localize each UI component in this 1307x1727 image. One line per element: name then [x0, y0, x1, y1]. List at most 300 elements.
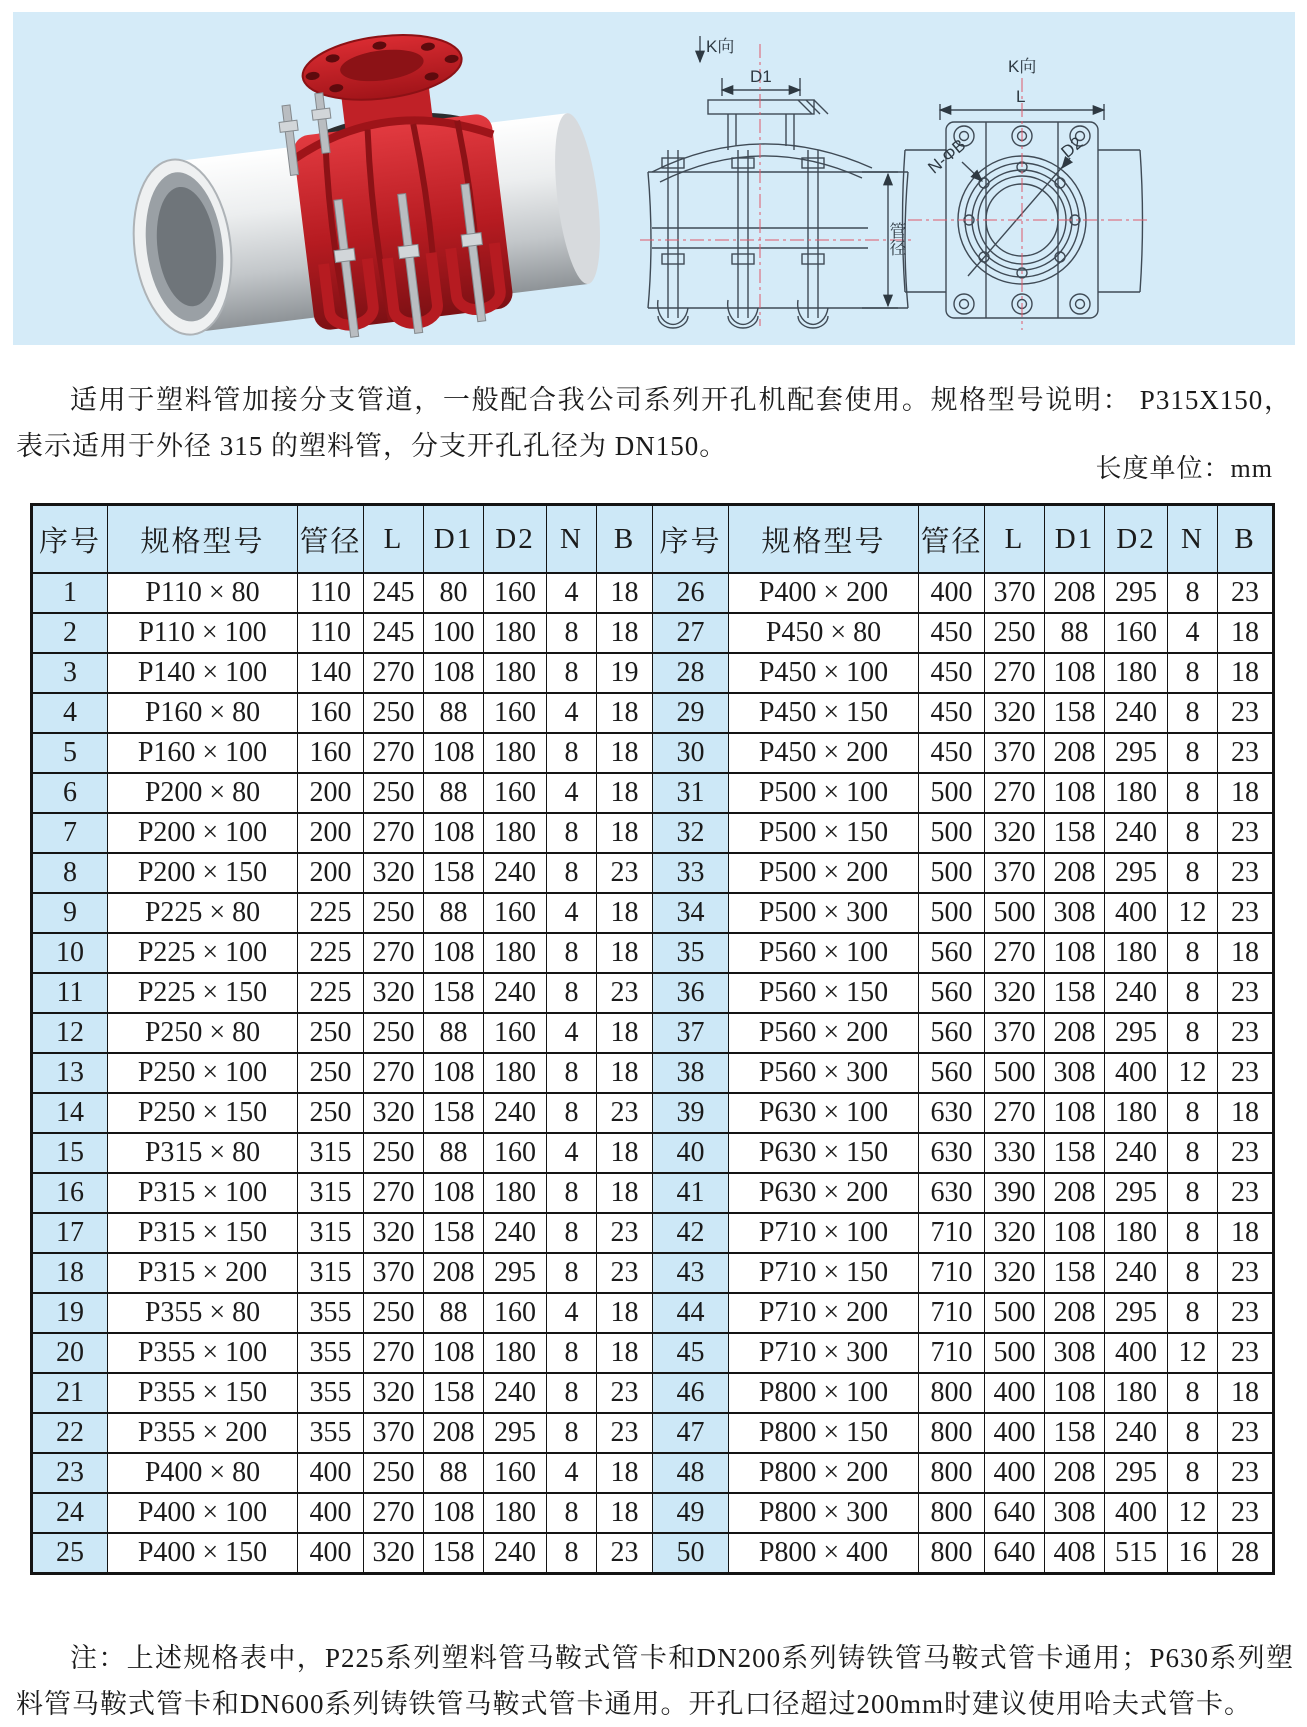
cell-value: P110 × 80	[108, 573, 298, 613]
cell-value: 370	[364, 1253, 424, 1293]
cell-value: 18	[597, 1453, 653, 1493]
cell-value: 295	[484, 1413, 547, 1453]
cell-value: 18	[597, 933, 653, 973]
cell-value: 18	[597, 893, 653, 933]
cell-value: 270	[364, 1173, 424, 1213]
cell-value: 88	[424, 1293, 484, 1333]
cell-value: 400	[1105, 1053, 1168, 1093]
cell-value: 8	[547, 1173, 597, 1213]
cell-serial: 9	[32, 893, 108, 933]
table-row	[32, 1413, 1274, 1453]
cell-value: 4	[1168, 613, 1218, 653]
intro-paragraph: 适用于塑料管加接分支管道，一般配合我公司系列开孔机配套使用。规格型号说明： P315X150，表示适用于外径 315 的塑料管，分支开孔孔径为 DN150。	[16, 385, 1292, 461]
cell-value: 250	[298, 1053, 364, 1093]
cell-value: 710	[919, 1253, 985, 1293]
cell-value: 400	[919, 573, 985, 613]
cell-value: 8	[1168, 653, 1218, 693]
cell-value: 108	[1045, 1213, 1105, 1253]
cell-value: 8	[547, 653, 597, 693]
cell-value: 18	[1218, 1093, 1274, 1133]
cell-value: 390	[985, 1173, 1045, 1213]
cell-serial: 17	[32, 1213, 108, 1253]
cell-serial: 33	[653, 853, 729, 893]
side-d1-label: D1	[750, 67, 772, 86]
col-header-8: 序号	[653, 505, 729, 574]
cell-value: 320	[364, 973, 424, 1013]
cell-serial: 5	[32, 733, 108, 773]
cell-value: 18	[597, 1293, 653, 1333]
cell-serial: 41	[653, 1173, 729, 1213]
cell-value: 158	[424, 973, 484, 1013]
cell-value: 270	[364, 733, 424, 773]
cell-value: 8	[1168, 1253, 1218, 1293]
cell-value: 8	[547, 613, 597, 653]
cell-value: 400	[1105, 1333, 1168, 1373]
col-header-7: B	[597, 505, 653, 574]
cell-value: 295	[1105, 1453, 1168, 1493]
cell-value: 500	[985, 1053, 1045, 1093]
cell-value: 4	[547, 1293, 597, 1333]
table-row	[32, 1333, 1274, 1373]
cell-value: 800	[919, 1493, 985, 1533]
cell-value: P225 × 150	[108, 973, 298, 1013]
cell-value: 245	[364, 573, 424, 613]
cell-value: 108	[1045, 1093, 1105, 1133]
cell-value: 8	[547, 1373, 597, 1413]
cell-value: 560	[919, 1013, 985, 1053]
cell-value: 250	[298, 1013, 364, 1053]
cell-serial: 26	[653, 573, 729, 613]
cell-value: 160	[484, 1013, 547, 1053]
table-row	[32, 813, 1274, 853]
cell-value: 400	[298, 1533, 364, 1574]
cell-value: 23	[597, 1253, 653, 1293]
cell-value: 108	[1045, 1373, 1105, 1413]
cell-value: 355	[298, 1293, 364, 1333]
cell-serial: 32	[653, 813, 729, 853]
cell-serial: 50	[653, 1533, 729, 1574]
cell-value: P450 × 150	[729, 693, 919, 733]
cell-value: 800	[919, 1533, 985, 1574]
cell-value: P500 × 150	[729, 813, 919, 853]
cell-value: P400 × 80	[108, 1453, 298, 1493]
cell-serial: 27	[653, 613, 729, 653]
cell-value: 160	[1105, 613, 1168, 653]
cell-value: 225	[298, 933, 364, 973]
cell-value: 8	[547, 733, 597, 773]
cell-value: 180	[1105, 653, 1168, 693]
cell-value: 8	[547, 1093, 597, 1133]
cell-value: 18	[597, 773, 653, 813]
cell-value: 158	[424, 1373, 484, 1413]
cell-value: 160	[484, 1453, 547, 1493]
cell-value: 12	[1168, 1333, 1218, 1373]
end-l-label: L	[1016, 87, 1026, 106]
cell-value: P630 × 100	[729, 1093, 919, 1133]
cell-value: 450	[919, 613, 985, 653]
cell-serial: 19	[32, 1293, 108, 1333]
cell-value: 400	[1105, 893, 1168, 933]
cell-serial: 36	[653, 973, 729, 1013]
cell-value: P560 × 200	[729, 1013, 919, 1053]
cell-value: 315	[298, 1133, 364, 1173]
footer-note: 注：上述规格表中，P225系列塑料管马鞍式管卡和DN200系列铸铁管马鞍式管卡通用；P630系列塑料管马鞍式管卡和DN600系列铸铁管马鞍式管卡通用。开孔口径超过200mm时建议使用哈夫式管卡。	[16, 1643, 1294, 1719]
cell-value: 450	[919, 733, 985, 773]
table-row	[32, 1493, 1274, 1533]
cell-value: 18	[597, 1133, 653, 1173]
cell-value: 500	[985, 893, 1045, 933]
cell-value: 370	[364, 1413, 424, 1453]
cell-value: 158	[424, 1533, 484, 1574]
cell-value: 245	[364, 613, 424, 653]
cell-value: 8	[1168, 733, 1218, 773]
cell-serial: 38	[653, 1053, 729, 1093]
cell-value: 12	[1168, 893, 1218, 933]
cell-value: P800 × 100	[729, 1373, 919, 1413]
cell-value: 270	[985, 653, 1045, 693]
cell-value: 110	[298, 613, 364, 653]
cell-value: P500 × 200	[729, 853, 919, 893]
cell-value: 180	[484, 1053, 547, 1093]
cell-value: 8	[1168, 1133, 1218, 1173]
cell-value: 18	[597, 573, 653, 613]
cell-value: 200	[298, 813, 364, 853]
cell-value: 8	[1168, 1453, 1218, 1493]
cell-value: 515	[1105, 1533, 1168, 1574]
cell-value: 800	[919, 1373, 985, 1413]
cell-value: 180	[1105, 773, 1168, 813]
cell-value: 158	[1045, 1133, 1105, 1173]
cell-serial: 20	[32, 1333, 108, 1373]
cell-value: 23	[1218, 853, 1274, 893]
cell-value: P200 × 100	[108, 813, 298, 853]
cell-serial: 35	[653, 933, 729, 973]
cell-serial: 45	[653, 1333, 729, 1373]
cell-value: 4	[547, 1013, 597, 1053]
cell-value: P630 × 150	[729, 1133, 919, 1173]
cell-value: P710 × 150	[729, 1253, 919, 1293]
cell-value: P400 × 200	[729, 573, 919, 613]
cell-value: P110 × 100	[108, 613, 298, 653]
cell-value: 8	[1168, 693, 1218, 733]
cell-value: 180	[484, 613, 547, 653]
cell-value: 500	[919, 853, 985, 893]
cell-value: 160	[484, 1293, 547, 1333]
cell-value: P355 × 150	[108, 1373, 298, 1413]
cell-value: P710 × 100	[729, 1213, 919, 1253]
cell-value: 355	[298, 1373, 364, 1413]
cell-value: 23	[1218, 1173, 1274, 1213]
cell-value: 8	[547, 1253, 597, 1293]
cell-serial: 1	[32, 573, 108, 613]
col-header-6: N	[547, 505, 597, 574]
table-row	[32, 1093, 1274, 1133]
side-k-direction-label: K向	[706, 37, 735, 56]
cell-value: 8	[1168, 1213, 1218, 1253]
table-row	[32, 573, 1274, 613]
cell-serial: 10	[32, 933, 108, 973]
cell-value: P200 × 150	[108, 853, 298, 893]
cell-serial: 46	[653, 1373, 729, 1413]
cell-value: 630	[919, 1093, 985, 1133]
cell-value: 4	[547, 693, 597, 733]
cell-serial: 23	[32, 1453, 108, 1493]
cell-value: P160 × 100	[108, 733, 298, 773]
spec-table-header-row	[32, 505, 1274, 574]
cell-value: 240	[484, 853, 547, 893]
cell-value: 23	[1218, 973, 1274, 1013]
cell-value: 110	[298, 573, 364, 613]
cell-value: 208	[1045, 733, 1105, 773]
cell-serial: 22	[32, 1413, 108, 1453]
cell-value: 640	[985, 1533, 1045, 1574]
cell-value: 240	[1105, 813, 1168, 853]
table-row	[32, 1213, 1274, 1253]
cell-value: 400	[985, 1373, 1045, 1413]
cell-value: 108	[1045, 653, 1105, 693]
cell-value: 88	[1045, 613, 1105, 653]
cell-value: 160	[484, 573, 547, 613]
cell-value: 8	[1168, 1413, 1218, 1453]
cell-value: 4	[547, 773, 597, 813]
cell-value: P500 × 100	[729, 773, 919, 813]
cell-value: 140	[298, 653, 364, 693]
cell-value: 250	[364, 1013, 424, 1053]
cell-value: P200 × 80	[108, 773, 298, 813]
cell-value: 18	[1218, 933, 1274, 973]
cell-value: 23	[597, 1533, 653, 1574]
cell-value: 295	[1105, 733, 1168, 773]
cell-value: 8	[1168, 1373, 1218, 1413]
cell-value: 240	[484, 1093, 547, 1133]
table-row	[32, 1253, 1274, 1293]
cell-value: 200	[298, 773, 364, 813]
cell-value: 18	[597, 1333, 653, 1373]
cell-value: 160	[298, 733, 364, 773]
cell-value: 270	[985, 933, 1045, 973]
cell-serial: 21	[32, 1373, 108, 1413]
table-row	[32, 693, 1274, 733]
cell-value: P400 × 150	[108, 1533, 298, 1574]
cell-value: 108	[424, 933, 484, 973]
cell-value: 88	[424, 1453, 484, 1493]
cell-value: 270	[364, 653, 424, 693]
cell-value: 23	[1218, 733, 1274, 773]
cell-value: 158	[424, 1093, 484, 1133]
cell-value: P450 × 80	[729, 613, 919, 653]
table-row	[32, 933, 1274, 973]
cell-value: P355 × 80	[108, 1293, 298, 1333]
cell-value: 18	[597, 813, 653, 853]
cell-value: 240	[1105, 1413, 1168, 1453]
cell-value: 8	[1168, 933, 1218, 973]
cell-value: 8	[1168, 573, 1218, 613]
cell-serial: 31	[653, 773, 729, 813]
table-row	[32, 1453, 1274, 1493]
cell-serial: 6	[32, 773, 108, 813]
cell-value: 158	[1045, 813, 1105, 853]
cell-value: 108	[1045, 773, 1105, 813]
table-row	[32, 1293, 1274, 1333]
table-row	[32, 973, 1274, 1013]
cell-value: 640	[985, 1493, 1045, 1533]
cell-value: 16	[1168, 1533, 1218, 1574]
cell-value: 500	[985, 1333, 1045, 1373]
cell-value: 710	[919, 1213, 985, 1253]
cell-value: 208	[1045, 1173, 1105, 1213]
cell-value: 108	[1045, 933, 1105, 973]
cell-value: 320	[985, 1213, 1045, 1253]
cell-serial: 24	[32, 1493, 108, 1533]
cell-value: 4	[547, 573, 597, 613]
cell-value: P800 × 300	[729, 1493, 919, 1533]
cell-value: 320	[985, 813, 1045, 853]
cell-value: 8	[547, 813, 597, 853]
cell-value: 8	[1168, 853, 1218, 893]
cell-value: 308	[1045, 1333, 1105, 1373]
cell-value: 295	[1105, 1293, 1168, 1333]
cell-value: P315 × 200	[108, 1253, 298, 1293]
cell-value: P560 × 100	[729, 933, 919, 973]
cell-value: P710 × 300	[729, 1333, 919, 1373]
cell-value: 500	[985, 1293, 1045, 1333]
cell-value: 12	[1168, 1053, 1218, 1093]
cell-value: 370	[985, 853, 1045, 893]
cell-value: P355 × 100	[108, 1333, 298, 1373]
col-header-3: L	[364, 505, 424, 574]
cell-serial: 44	[653, 1293, 729, 1333]
cell-value: 250	[364, 693, 424, 733]
illustration-svg	[13, 12, 1295, 345]
cell-serial: 12	[32, 1013, 108, 1053]
cell-value: P560 × 300	[729, 1053, 919, 1093]
cell-value: P800 × 400	[729, 1533, 919, 1574]
cell-serial: 37	[653, 1013, 729, 1053]
cell-value: 270	[364, 1053, 424, 1093]
cell-value: 370	[985, 1013, 1045, 1053]
cell-value: 8	[1168, 1293, 1218, 1333]
col-header-5: D2	[484, 505, 547, 574]
cell-value: 180	[484, 1173, 547, 1213]
cell-value: 240	[1105, 1133, 1168, 1173]
cell-value: 560	[919, 1053, 985, 1093]
cell-value: 18	[597, 733, 653, 773]
cell-value: 23	[1218, 693, 1274, 733]
cell-value: 8	[547, 1333, 597, 1373]
cell-value: 4	[547, 1133, 597, 1173]
cell-value: 560	[919, 973, 985, 1013]
cell-value: 408	[1045, 1533, 1105, 1574]
cell-value: 208	[424, 1253, 484, 1293]
cell-serial: 43	[653, 1253, 729, 1293]
spec-table-body	[32, 573, 1274, 1574]
cell-value: 23	[1218, 1493, 1274, 1533]
col-header-14: N	[1168, 505, 1218, 574]
cell-value: 250	[985, 613, 1045, 653]
cell-value: 450	[919, 693, 985, 733]
col-header-10: 管径	[919, 505, 985, 574]
cell-value: 180	[1105, 933, 1168, 973]
cell-value: 250	[364, 893, 424, 933]
unit-note: 长度单位：mm	[1095, 454, 1273, 483]
cell-value: P450 × 200	[729, 733, 919, 773]
cell-value: 208	[1045, 573, 1105, 613]
cell-value: 23	[1218, 1133, 1274, 1173]
cell-value: 88	[424, 773, 484, 813]
cell-value: 295	[484, 1253, 547, 1293]
cell-value: 308	[1045, 893, 1105, 933]
cell-value: 23	[597, 973, 653, 1013]
cell-serial: 49	[653, 1493, 729, 1533]
table-row	[32, 773, 1274, 813]
cell-value: 88	[424, 1013, 484, 1053]
cell-value: 158	[1045, 1253, 1105, 1293]
table-row	[32, 1173, 1274, 1213]
cell-value: P250 × 80	[108, 1013, 298, 1053]
cell-serial: 7	[32, 813, 108, 853]
cell-value: 240	[484, 1213, 547, 1253]
cell-value: 158	[1045, 693, 1105, 733]
cell-serial: 48	[653, 1453, 729, 1493]
cell-value: 88	[424, 893, 484, 933]
cell-value: 180	[1105, 1093, 1168, 1133]
cell-value: 400	[298, 1493, 364, 1533]
cell-value: 308	[1045, 1053, 1105, 1093]
cell-value: 800	[919, 1453, 985, 1493]
cell-value: 18	[1218, 773, 1274, 813]
cell-value: 28	[1218, 1533, 1274, 1574]
cell-value: 208	[424, 1413, 484, 1453]
cell-value: 158	[424, 853, 484, 893]
product-photo	[112, 13, 611, 345]
table-row	[32, 1533, 1274, 1574]
cell-serial: 4	[32, 693, 108, 733]
cell-value: 160	[484, 773, 547, 813]
cell-value: 208	[1045, 1293, 1105, 1333]
cell-value: 400	[985, 1413, 1045, 1453]
cell-value: P355 × 200	[108, 1413, 298, 1453]
cell-value: 23	[1218, 1453, 1274, 1493]
cell-value: 250	[364, 1133, 424, 1173]
cell-value: 4	[547, 893, 597, 933]
cell-value: 315	[298, 1213, 364, 1253]
cell-value: 400	[1105, 1493, 1168, 1533]
cell-serial: 47	[653, 1413, 729, 1453]
cell-value: P250 × 100	[108, 1053, 298, 1093]
cell-value: 18	[597, 613, 653, 653]
cell-value: 370	[985, 733, 1045, 773]
table-row	[32, 733, 1274, 773]
cell-value: P710 × 200	[729, 1293, 919, 1333]
cell-value: 400	[298, 1453, 364, 1493]
col-header-15: B	[1218, 505, 1274, 574]
cell-value: 320	[364, 1533, 424, 1574]
cell-value: 208	[1045, 1013, 1105, 1053]
cell-value: P400 × 100	[108, 1493, 298, 1533]
cell-value: 180	[1105, 1373, 1168, 1413]
cell-value: 160	[484, 693, 547, 733]
cell-value: 4	[547, 1453, 597, 1493]
cell-value: P800 × 150	[729, 1413, 919, 1453]
cell-value: 108	[424, 733, 484, 773]
cell-value: 23	[597, 1093, 653, 1133]
cell-value: 8	[1168, 1013, 1218, 1053]
cell-serial: 30	[653, 733, 729, 773]
cell-value: 240	[484, 973, 547, 1013]
cell-value: 23	[597, 1413, 653, 1453]
cell-value: 208	[1045, 1453, 1105, 1493]
cell-value: 108	[424, 653, 484, 693]
